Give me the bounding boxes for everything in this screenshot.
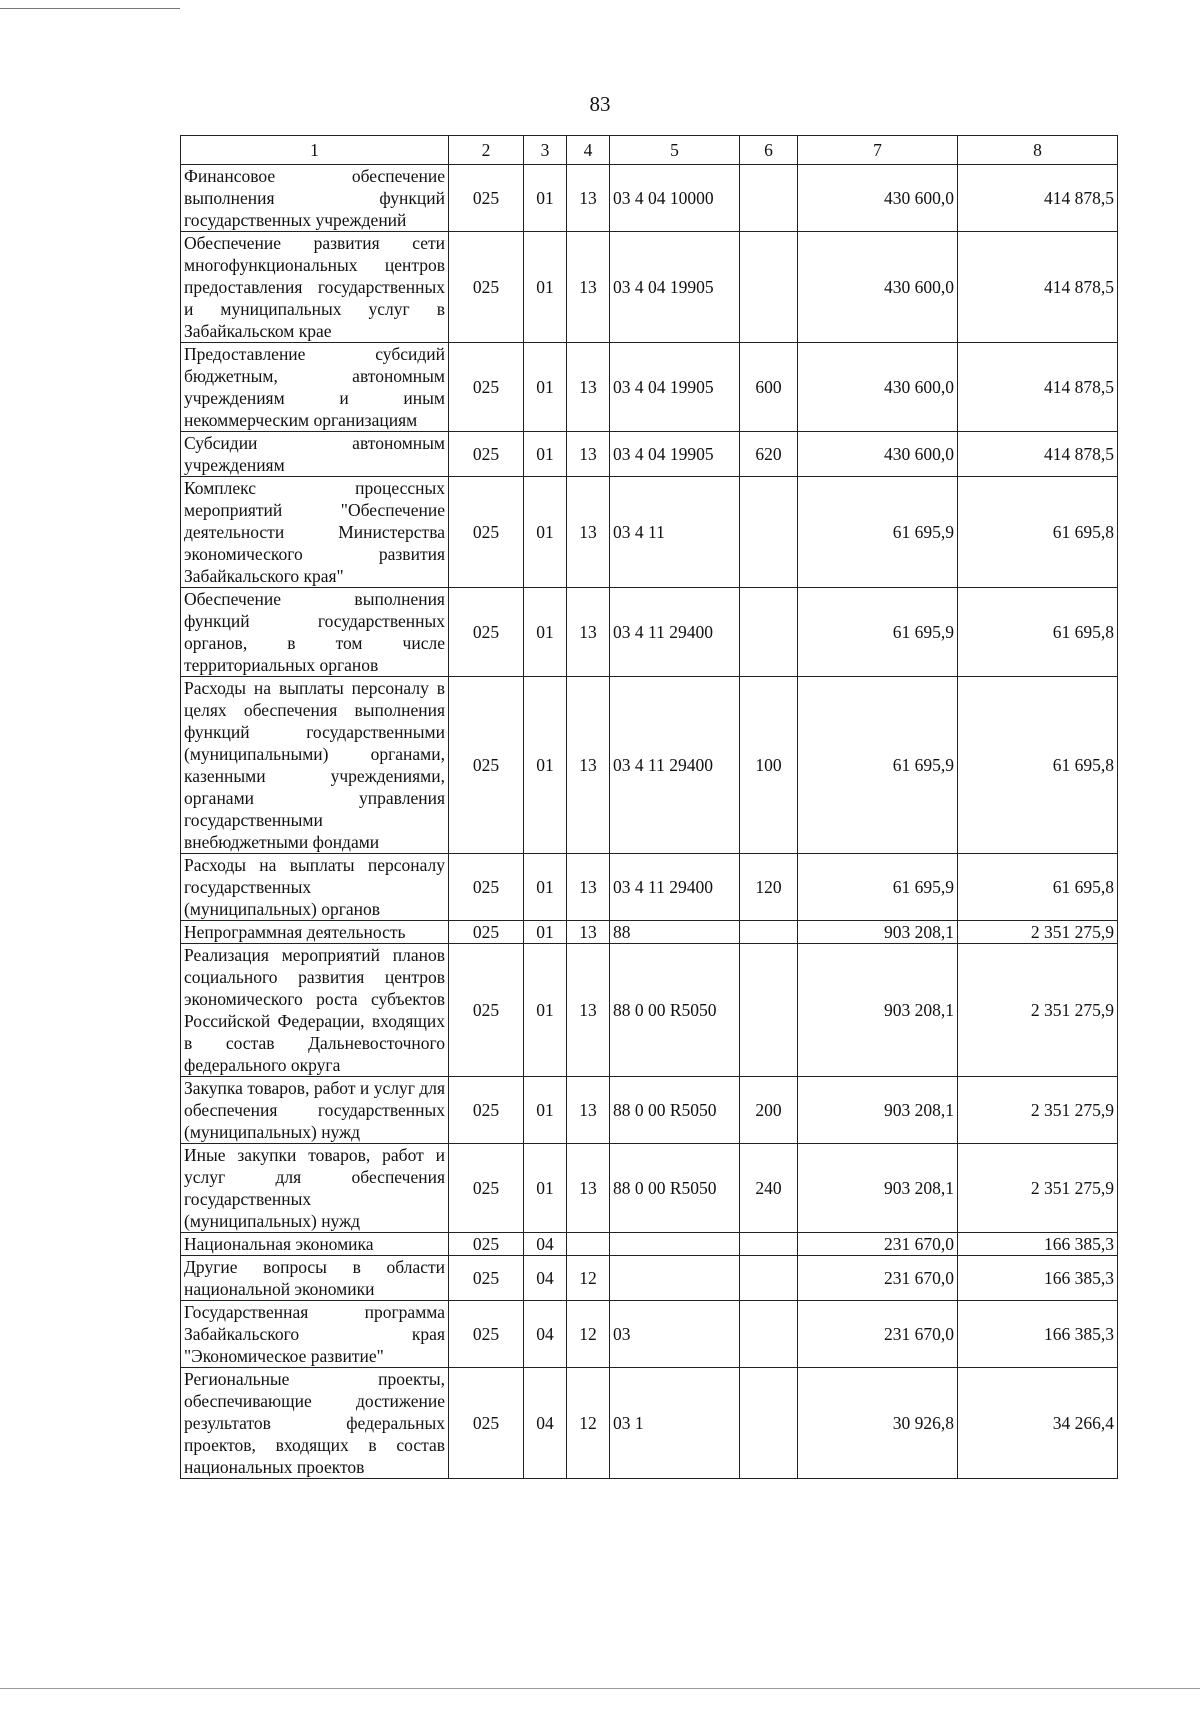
cell-target-article: 03 1 [610, 1368, 740, 1479]
cell-name: Финансовое обеспечение выполнения функций государственных учреждений [181, 165, 449, 232]
header-col-8: 8 [958, 136, 1118, 165]
cell-subsection: 13 [567, 432, 610, 477]
cell-section: 01 [524, 677, 567, 854]
cell-target-article: 03 4 11 29400 [610, 588, 740, 677]
table-row [181, 921, 1118, 944]
cell-target-article: 03 4 11 29400 [610, 677, 740, 854]
cell-target-article: 03 4 04 19905 [610, 343, 740, 432]
page-number: 83 [589, 92, 611, 116]
cell-name: Реализация мероприятий планов социального развития центров экономического роста субъектов Российской Федерации, входящих в состав Дальневосточного федерального округа [181, 944, 449, 1077]
cell-expense-type [740, 944, 798, 1077]
cell-amount-2: 2 351 275,9 [958, 1077, 1118, 1144]
header-row [181, 136, 1118, 165]
cell-subsection: 13 [567, 921, 610, 944]
table-row [181, 432, 1118, 477]
cell-expense-type [740, 1233, 798, 1256]
cell-expense-type [740, 921, 798, 944]
cell-subsection: 12 [567, 1301, 610, 1368]
cell-ministry-code: 025 [449, 1301, 524, 1368]
cell-amount-1: 231 670,0 [798, 1233, 958, 1256]
table-body [181, 165, 1118, 1479]
cell-target-article [610, 1256, 740, 1301]
cell-subsection: 13 [567, 165, 610, 232]
table-row [181, 854, 1118, 921]
cell-target-article: 03 4 04 19905 [610, 432, 740, 477]
cell-target-article: 03 4 11 [610, 477, 740, 588]
cell-amount-1: 231 670,0 [798, 1256, 958, 1301]
budget-table [180, 135, 1118, 1479]
cell-ministry-code: 025 [449, 677, 524, 854]
header-col-2: 2 [449, 136, 524, 165]
cell-amount-1: 903 208,1 [798, 921, 958, 944]
cell-ministry-code: 025 [449, 477, 524, 588]
header-col-7: 7 [798, 136, 958, 165]
cell-expense-type [740, 232, 798, 343]
cell-ministry-code: 025 [449, 1144, 524, 1233]
cell-target-article: 03 4 04 19905 [610, 232, 740, 343]
cell-expense-type [740, 477, 798, 588]
table-row [181, 1301, 1118, 1368]
cell-ministry-code: 025 [449, 432, 524, 477]
cell-ministry-code: 025 [449, 1077, 524, 1144]
cell-target-article: 03 [610, 1301, 740, 1368]
table-row [181, 1077, 1118, 1144]
cell-amount-1: 61 695,9 [798, 588, 958, 677]
cell-subsection: 13 [567, 343, 610, 432]
cell-amount-2: 2 351 275,9 [958, 944, 1118, 1077]
cell-amount-2: 414 878,5 [958, 165, 1118, 232]
table-row [181, 1256, 1118, 1301]
scan-artifact-bottom [0, 1688, 1200, 1689]
cell-section: 04 [524, 1301, 567, 1368]
cell-expense-type: 600 [740, 343, 798, 432]
cell-section: 01 [524, 921, 567, 944]
header-col-4: 4 [567, 136, 610, 165]
table-row [181, 944, 1118, 1077]
cell-subsection: 13 [567, 588, 610, 677]
cell-target-article: 88 0 00 R5050 [610, 944, 740, 1077]
cell-subsection: 13 [567, 677, 610, 854]
cell-expense-type [740, 1256, 798, 1301]
cell-expense-type: 200 [740, 1077, 798, 1144]
cell-target-article: 88 0 00 R5050 [610, 1144, 740, 1233]
cell-name: Региональные проекты, обеспечивающие достижение результатов федеральных проектов, входящих в состав национальных проектов [181, 1368, 449, 1479]
cell-amount-1: 231 670,0 [798, 1301, 958, 1368]
cell-amount-2: 414 878,5 [958, 232, 1118, 343]
cell-amount-1: 430 600,0 [798, 165, 958, 232]
cell-name: Другие вопросы в области национальной экономики [181, 1256, 449, 1301]
table-row [181, 165, 1118, 232]
cell-ministry-code: 025 [449, 944, 524, 1077]
cell-section: 01 [524, 588, 567, 677]
cell-subsection: 13 [567, 1144, 610, 1233]
cell-subsection: 13 [567, 854, 610, 921]
cell-section: 04 [524, 1233, 567, 1256]
cell-expense-type [740, 1368, 798, 1479]
cell-amount-2: 61 695,8 [958, 854, 1118, 921]
cell-amount-2: 2 351 275,9 [958, 921, 1118, 944]
cell-ministry-code: 025 [449, 1233, 524, 1256]
cell-amount-2: 166 385,3 [958, 1233, 1118, 1256]
cell-subsection: 12 [567, 1368, 610, 1479]
cell-subsection: 13 [567, 232, 610, 343]
header-col-5: 5 [610, 136, 740, 165]
cell-amount-1: 30 926,8 [798, 1368, 958, 1479]
header-col-1: 1 [181, 136, 449, 165]
cell-name: Обеспечение развития сети многофункциональных центров предоставления государственных и муниципальных услуг в Забайкальском крае [181, 232, 449, 343]
scan-artifact-top [0, 8, 180, 9]
cell-amount-1: 430 600,0 [798, 343, 958, 432]
cell-ministry-code: 025 [449, 165, 524, 232]
cell-amount-2: 2 351 275,9 [958, 1144, 1118, 1233]
cell-ministry-code: 025 [449, 343, 524, 432]
cell-amount-2: 414 878,5 [958, 432, 1118, 477]
cell-ministry-code: 025 [449, 921, 524, 944]
table-row [181, 677, 1118, 854]
cell-ministry-code: 025 [449, 588, 524, 677]
cell-amount-2: 61 695,8 [958, 477, 1118, 588]
cell-name: Непрограммная деятельность [181, 921, 449, 944]
cell-ministry-code: 025 [449, 232, 524, 343]
cell-amount-1: 61 695,9 [798, 677, 958, 854]
table-row [181, 1144, 1118, 1233]
cell-ministry-code: 025 [449, 1368, 524, 1479]
cell-subsection: 13 [567, 944, 610, 1077]
cell-section: 01 [524, 477, 567, 588]
cell-section: 01 [524, 1077, 567, 1144]
cell-expense-type: 120 [740, 854, 798, 921]
table-row [181, 343, 1118, 432]
table-row [181, 1368, 1118, 1479]
cell-name: Расходы на выплаты персоналу в целях обеспечения выполнения функций государственными (муниципальными) органами, казенными учреждениями, органами управления государственными внебюджетными фондами [181, 677, 449, 854]
cell-section: 01 [524, 232, 567, 343]
cell-amount-1: 430 600,0 [798, 432, 958, 477]
cell-amount-1: 903 208,1 [798, 944, 958, 1077]
cell-amount-1: 430 600,0 [798, 232, 958, 343]
cell-target-article: 88 0 00 R5050 [610, 1077, 740, 1144]
cell-section: 01 [524, 944, 567, 1077]
cell-expense-type [740, 588, 798, 677]
cell-name: Иные закупки товаров, работ и услуг для обеспечения государственных (муниципальных) нужд [181, 1144, 449, 1233]
cell-target-article: 03 4 04 10000 [610, 165, 740, 232]
cell-name: Расходы на выплаты персоналу государственных (муниципальных) органов [181, 854, 449, 921]
cell-name: Закупка товаров, работ и услуг для обеспечения государственных (муниципальных) нужд [181, 1077, 449, 1144]
cell-name: Субсидии автономным учреждениям [181, 432, 449, 477]
cell-subsection: 13 [567, 1077, 610, 1144]
cell-amount-2: 61 695,8 [958, 588, 1118, 677]
table-row [181, 232, 1118, 343]
cell-amount-1: 61 695,9 [798, 477, 958, 588]
cell-section: 01 [524, 1144, 567, 1233]
cell-amount-1: 903 208,1 [798, 1077, 958, 1144]
cell-section: 01 [524, 854, 567, 921]
cell-ministry-code: 025 [449, 854, 524, 921]
cell-subsection [567, 1233, 610, 1256]
cell-section: 01 [524, 432, 567, 477]
cell-expense-type [740, 1301, 798, 1368]
cell-section: 01 [524, 343, 567, 432]
cell-amount-2: 166 385,3 [958, 1301, 1118, 1368]
cell-section: 04 [524, 1368, 567, 1479]
cell-amount-2: 34 266,4 [958, 1368, 1118, 1479]
cell-target-article: 88 [610, 921, 740, 944]
cell-subsection: 12 [567, 1256, 610, 1301]
cell-name: Комплекс процессных мероприятий "Обеспечение деятельности Министерства экономического развития Забайкальского края" [181, 477, 449, 588]
cell-amount-1: 61 695,9 [798, 854, 958, 921]
cell-amount-2: 61 695,8 [958, 677, 1118, 854]
cell-target-article: 03 4 11 29400 [610, 854, 740, 921]
table-row [181, 1233, 1118, 1256]
cell-amount-2: 414 878,5 [958, 343, 1118, 432]
header-col-6: 6 [740, 136, 798, 165]
header-col-3: 3 [524, 136, 567, 165]
cell-name: Государственная программа Забайкальского края "Экономическое развитие" [181, 1301, 449, 1368]
cell-ministry-code: 025 [449, 1256, 524, 1301]
cell-expense-type [740, 165, 798, 232]
cell-amount-2: 166 385,3 [958, 1256, 1118, 1301]
table-row [181, 588, 1118, 677]
cell-subsection: 13 [567, 477, 610, 588]
cell-name: Предоставление субсидий бюджетным, автономным учреждениям и иным некоммерческим организациям [181, 343, 449, 432]
cell-expense-type: 620 [740, 432, 798, 477]
cell-section: 04 [524, 1256, 567, 1301]
cell-expense-type: 100 [740, 677, 798, 854]
cell-amount-1: 903 208,1 [798, 1144, 958, 1233]
cell-expense-type: 240 [740, 1144, 798, 1233]
cell-section: 01 [524, 165, 567, 232]
table-row [181, 477, 1118, 588]
cell-name: Национальная экономика [181, 1233, 449, 1256]
cell-name: Обеспечение выполнения функций государственных органов, в том числе территориальных органов [181, 588, 449, 677]
cell-target-article [610, 1233, 740, 1256]
